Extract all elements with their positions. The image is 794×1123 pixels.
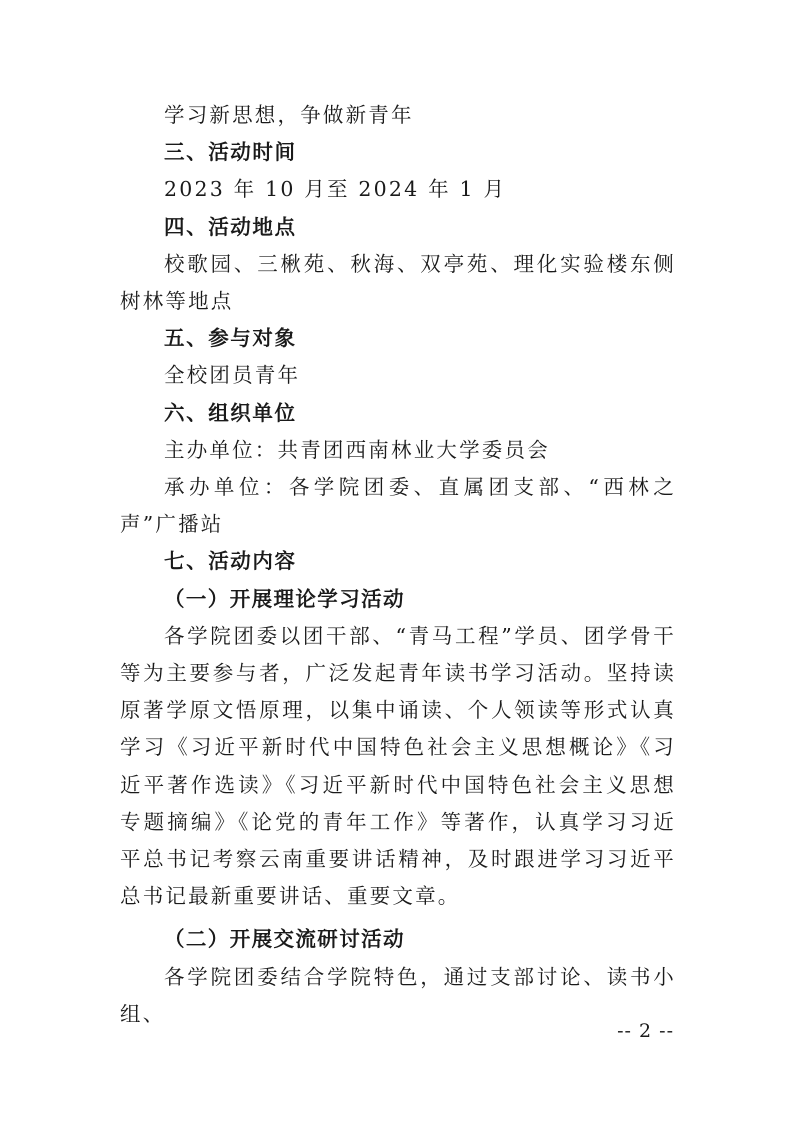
heading-participants: 五、参与对象	[164, 326, 297, 351]
organizing-unit: 承办单位：各学院团委、直属团支部、“西林之声”广播站	[120, 474, 676, 537]
heading-activity-content: 七、活动内容	[164, 549, 297, 574]
theme-line: 学习新思想，争做新青年	[164, 103, 414, 127]
host-unit: 主办单位：共青团西南林业大学委员会	[164, 437, 550, 462]
subheading-theory-study: （一）开展理论学习活动	[164, 586, 405, 611]
theory-study-paragraph: 各学院团委以团干部、“青马工程”学员、团学骨干等为主要参与者，广泛发起青年读书学习活动。坚持读原著学原文悟原理，以集中诵读、个人领读等形式认真学习《习近平新时代中国特色社会主义思想概论》《习近平著作选读》《习近平新时代中国特色社会主义思想专题摘编》《论党的青年工作》等著作，认真学习习近平总书记考察云南重要讲话精神，及时跟进学习习近平总书记最新重要讲话、重要文章。	[120, 623, 676, 909]
participants-value: 全校团员青年	[164, 363, 301, 388]
page-number: -- 2 --	[617, 1020, 674, 1042]
document-body	[120, 97, 676, 1033]
heading-activity-location: 四、活动地点	[164, 214, 297, 239]
subheading-discussion: （二）开展交流研讨活动	[164, 927, 405, 952]
activity-time-value: 2023 年 10 月至 2024 年 1 月	[164, 177, 507, 202]
activity-location-value: 校歌园、三楸苑、秋海、双亭苑、理化实验楼东侧树林等地点	[120, 251, 676, 313]
discussion-paragraph: 各学院团委结合学院特色，通过支部讨论、读书小组、	[120, 964, 676, 1026]
heading-activity-time: 三、活动时间	[164, 140, 297, 165]
heading-organizers: 六、组织单位	[164, 400, 297, 425]
